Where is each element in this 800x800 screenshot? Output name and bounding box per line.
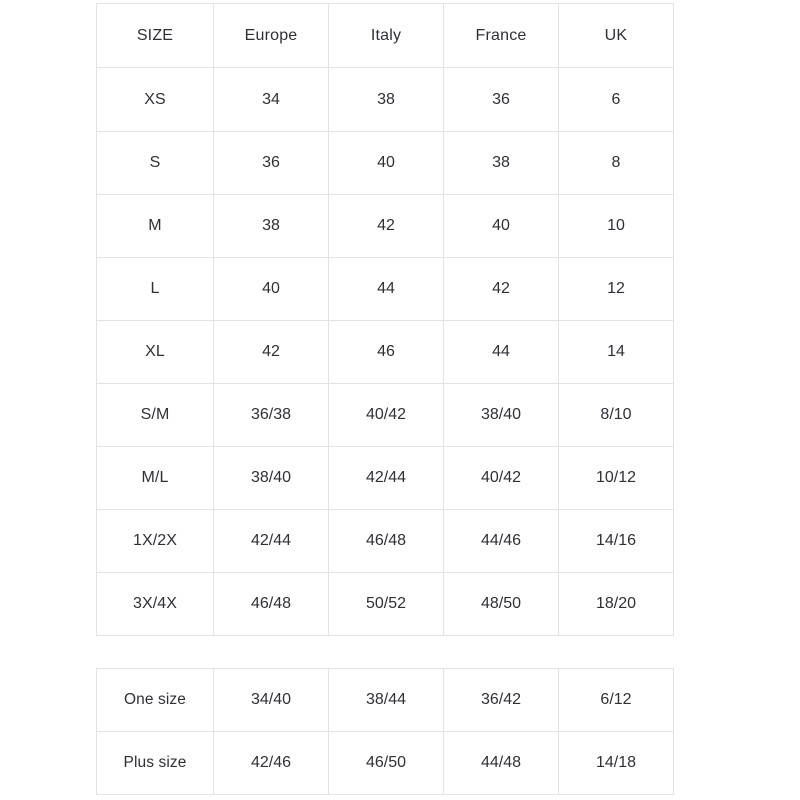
table-header-row bbox=[97, 4, 674, 68]
cell-italy: 38 bbox=[329, 68, 444, 132]
cell-europe: 46/48 bbox=[214, 573, 329, 636]
table-row bbox=[97, 732, 674, 795]
row-label: Plus size bbox=[97, 732, 214, 795]
table-row bbox=[97, 258, 674, 321]
cell-europe: 36/38 bbox=[214, 384, 329, 447]
cell-uk: 14/18 bbox=[559, 732, 674, 795]
cell-europe: 34 bbox=[214, 68, 329, 132]
cell-europe: 42 bbox=[214, 321, 329, 384]
cell-europe: 42/44 bbox=[214, 510, 329, 573]
row-label: One size bbox=[97, 669, 214, 732]
table-row bbox=[97, 573, 674, 636]
column-header-uk: UK bbox=[559, 4, 674, 68]
cell-france: 38/40 bbox=[444, 384, 559, 447]
row-label: S/M bbox=[97, 384, 214, 447]
secondary-size-table bbox=[96, 668, 674, 795]
row-label: M bbox=[97, 195, 214, 258]
cell-uk: 12 bbox=[559, 258, 674, 321]
table-row bbox=[97, 510, 674, 573]
cell-uk: 14/16 bbox=[559, 510, 674, 573]
cell-europe: 40 bbox=[214, 258, 329, 321]
column-header-europe: Europe bbox=[214, 4, 329, 68]
cell-uk: 10/12 bbox=[559, 447, 674, 510]
cell-france: 36/42 bbox=[444, 669, 559, 732]
secondary-size-table-wrapper bbox=[96, 668, 674, 795]
table-row bbox=[97, 669, 674, 732]
table-row bbox=[97, 195, 674, 258]
row-label: M/L bbox=[97, 447, 214, 510]
table-row bbox=[97, 68, 674, 132]
column-header-size: SIZE bbox=[97, 4, 214, 68]
cell-uk: 8 bbox=[559, 132, 674, 195]
cell-uk: 6 bbox=[559, 68, 674, 132]
cell-europe: 42/46 bbox=[214, 732, 329, 795]
cell-europe: 38/40 bbox=[214, 447, 329, 510]
cell-uk: 6/12 bbox=[559, 669, 674, 732]
row-label: XS bbox=[97, 68, 214, 132]
cell-italy: 50/52 bbox=[329, 573, 444, 636]
cell-france: 44/46 bbox=[444, 510, 559, 573]
row-label: 1X/2X bbox=[97, 510, 214, 573]
cell-france: 48/50 bbox=[444, 573, 559, 636]
cell-europe: 38 bbox=[214, 195, 329, 258]
row-label: L bbox=[97, 258, 214, 321]
primary-table-head bbox=[97, 4, 674, 68]
primary-size-table bbox=[96, 3, 674, 636]
cell-france: 44/48 bbox=[444, 732, 559, 795]
primary-table-body bbox=[97, 68, 674, 636]
cell-europe: 34/40 bbox=[214, 669, 329, 732]
cell-france: 36 bbox=[444, 68, 559, 132]
cell-italy: 42 bbox=[329, 195, 444, 258]
cell-italy: 46/50 bbox=[329, 732, 444, 795]
cell-france: 44 bbox=[444, 321, 559, 384]
cell-italy: 38/44 bbox=[329, 669, 444, 732]
row-label: 3X/4X bbox=[97, 573, 214, 636]
cell-uk: 14 bbox=[559, 321, 674, 384]
cell-europe: 36 bbox=[214, 132, 329, 195]
secondary-table-body bbox=[97, 669, 674, 795]
row-label: XL bbox=[97, 321, 214, 384]
table-row bbox=[97, 447, 674, 510]
cell-uk: 10 bbox=[559, 195, 674, 258]
column-header-france: France bbox=[444, 4, 559, 68]
table-row bbox=[97, 321, 674, 384]
cell-italy: 44 bbox=[329, 258, 444, 321]
cell-italy: 40/42 bbox=[329, 384, 444, 447]
cell-uk: 18/20 bbox=[559, 573, 674, 636]
cell-uk: 8/10 bbox=[559, 384, 674, 447]
primary-size-table-wrapper bbox=[96, 3, 674, 636]
cell-france: 40 bbox=[444, 195, 559, 258]
cell-italy: 46 bbox=[329, 321, 444, 384]
row-label: S bbox=[97, 132, 214, 195]
table-row bbox=[97, 132, 674, 195]
cell-italy: 46/48 bbox=[329, 510, 444, 573]
cell-italy: 42/44 bbox=[329, 447, 444, 510]
cell-france: 38 bbox=[444, 132, 559, 195]
cell-italy: 40 bbox=[329, 132, 444, 195]
table-row bbox=[97, 384, 674, 447]
cell-france: 42 bbox=[444, 258, 559, 321]
cell-france: 40/42 bbox=[444, 447, 559, 510]
column-header-italy: Italy bbox=[329, 4, 444, 68]
